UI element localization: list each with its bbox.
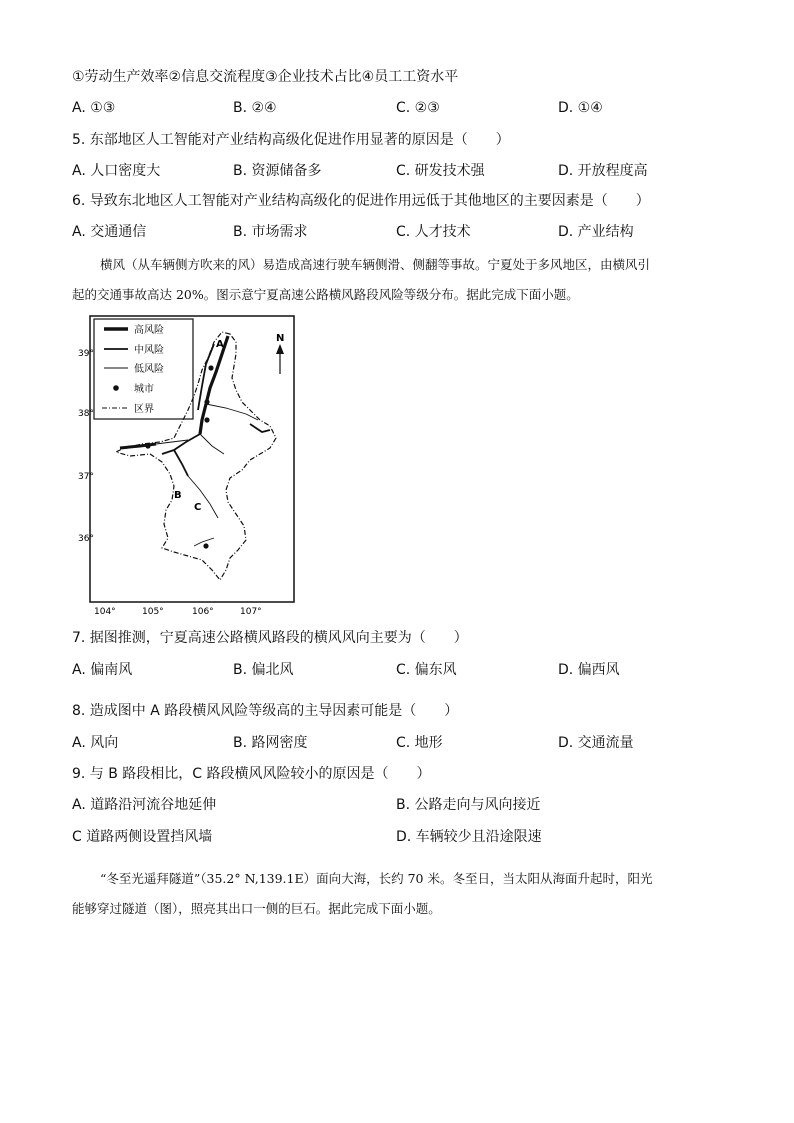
q5-option-c[interactable]: C. 研发技术强 (396, 163, 485, 179)
q4-stem-tail: ①劳动生产效率②信息交流程度③企业技术占比④员工工资水平 (72, 69, 459, 85)
label-a: A (216, 339, 224, 350)
q4-option-d[interactable]: D. ①④ (558, 100, 603, 116)
q4-option-a[interactable]: A. ①③ (72, 100, 116, 116)
passage2-line2: 能够穿过隧道（图），照亮其出口一侧的巨石。据此完成下面小题。 (72, 901, 441, 916)
legend-city: 城市 (134, 384, 154, 395)
low-risk-road-c (188, 476, 218, 518)
lat-37: 37° (78, 472, 94, 482)
north-arrowhead-icon (276, 344, 284, 354)
lon-104: 104° (94, 607, 116, 617)
q6-option-d[interactable]: D. 产业结构 (558, 224, 634, 240)
city-marker (204, 399, 209, 404)
passage1-line1: 横风（从车辆侧方吹来的风）易造成高速行驶车辆侧滑、侧翻等事故。宁夏处于多风地区，由横风引 (100, 257, 651, 272)
q7-option-b[interactable]: B. 偏北风 (233, 662, 294, 678)
legend-mid-risk: 中风险 (134, 345, 164, 356)
lat-36: 36° (78, 534, 94, 544)
q9-option-c[interactable]: C 道路两侧设置挡风墙 (72, 829, 213, 845)
q5-option-a[interactable]: A. 人口密度大 (72, 163, 161, 179)
label-c: C (194, 502, 202, 513)
q5-option-b[interactable]: B. 资源储备多 (233, 163, 322, 179)
lon-105: 105° (142, 607, 164, 617)
city-marker (145, 443, 150, 448)
q4-option-b[interactable]: B. ②④ (233, 100, 277, 116)
q9-option-a[interactable]: A. 道路沿河流谷地延伸 (72, 797, 217, 813)
city-marker (203, 543, 208, 548)
city-marker (204, 417, 209, 422)
lat-38: 38° (78, 409, 94, 419)
label-b: B (174, 490, 182, 501)
passage2-line1: “冬至光遥拜隧道”（35.2° N,139.1E）面向大海，长约 70 米。冬至日，当太阳从海面升起时，阳光 (100, 871, 653, 886)
q8-stem: 8. 造成图中 A 路段横风风险等级高的主导因素可能是（ ） (72, 703, 459, 719)
low-risk-road-2 (200, 434, 224, 454)
lat-39: 39° (78, 349, 94, 359)
q4-option-c[interactable]: C. ②③ (396, 100, 440, 116)
lon-106: 106° (192, 607, 214, 617)
mid-risk-road-east (250, 424, 270, 432)
q6-option-a[interactable]: A. 交通通信 (72, 224, 147, 240)
ningxia-crosswind-map (78, 314, 305, 617)
q9-option-d[interactable]: D. 车辆较少且沿途限速 (396, 829, 542, 845)
q9-option-b[interactable]: B. 公路走向与风向接近 (396, 797, 541, 813)
legend-low-risk: 低风险 (134, 364, 164, 375)
legend-boundary: 区界 (134, 404, 154, 415)
lon-107: 107° (240, 607, 262, 617)
q7-stem: 7. 据图推测，宁夏高速公路横风路段的横风风向主要为（ ） (72, 630, 468, 646)
q8-option-b[interactable]: B. 路网密度 (233, 735, 308, 751)
q6-stem: 6. 导致东北地区人工智能对产业结构高级化的促进作用远低于其他地区的主要因素是（ ） (72, 193, 650, 209)
q5-option-d[interactable]: D. 开放程度高 (558, 163, 648, 179)
legend-city-swatch (113, 385, 119, 391)
q7-option-c[interactable]: C. 偏东风 (396, 662, 457, 678)
legend-high-risk: 高风险 (134, 325, 164, 336)
q8-option-d[interactable]: D. 交通流量 (558, 735, 634, 751)
q8-option-a[interactable]: A. 风向 (72, 735, 119, 751)
mid-risk-road-3 (174, 450, 188, 476)
passage1-line2: 起的交通事故高达 20%。图示意宁夏高速公路横风路段风险等级分布。据此完成下面小题。 (72, 287, 579, 302)
q7-option-a[interactable]: A. 偏南风 (72, 662, 133, 678)
low-risk-road-1 (206, 404, 258, 420)
q9-stem: 9. 与 B 路段相比，C 路段横风风险较小的原因是（ ） (72, 766, 431, 782)
north-label: N (276, 333, 285, 344)
q6-option-c[interactable]: C. 人才技术 (396, 224, 471, 240)
city-marker (208, 365, 213, 370)
q8-option-c[interactable]: C. 地形 (396, 735, 443, 751)
q7-option-d[interactable]: D. 偏西风 (558, 662, 620, 678)
q6-option-b[interactable]: B. 市场需求 (233, 224, 308, 240)
q5-stem: 5. 东部地区人工智能对产业结构高级化促进作用显著的原因是（ ） (72, 132, 510, 148)
mid-risk-road-2 (162, 434, 200, 454)
